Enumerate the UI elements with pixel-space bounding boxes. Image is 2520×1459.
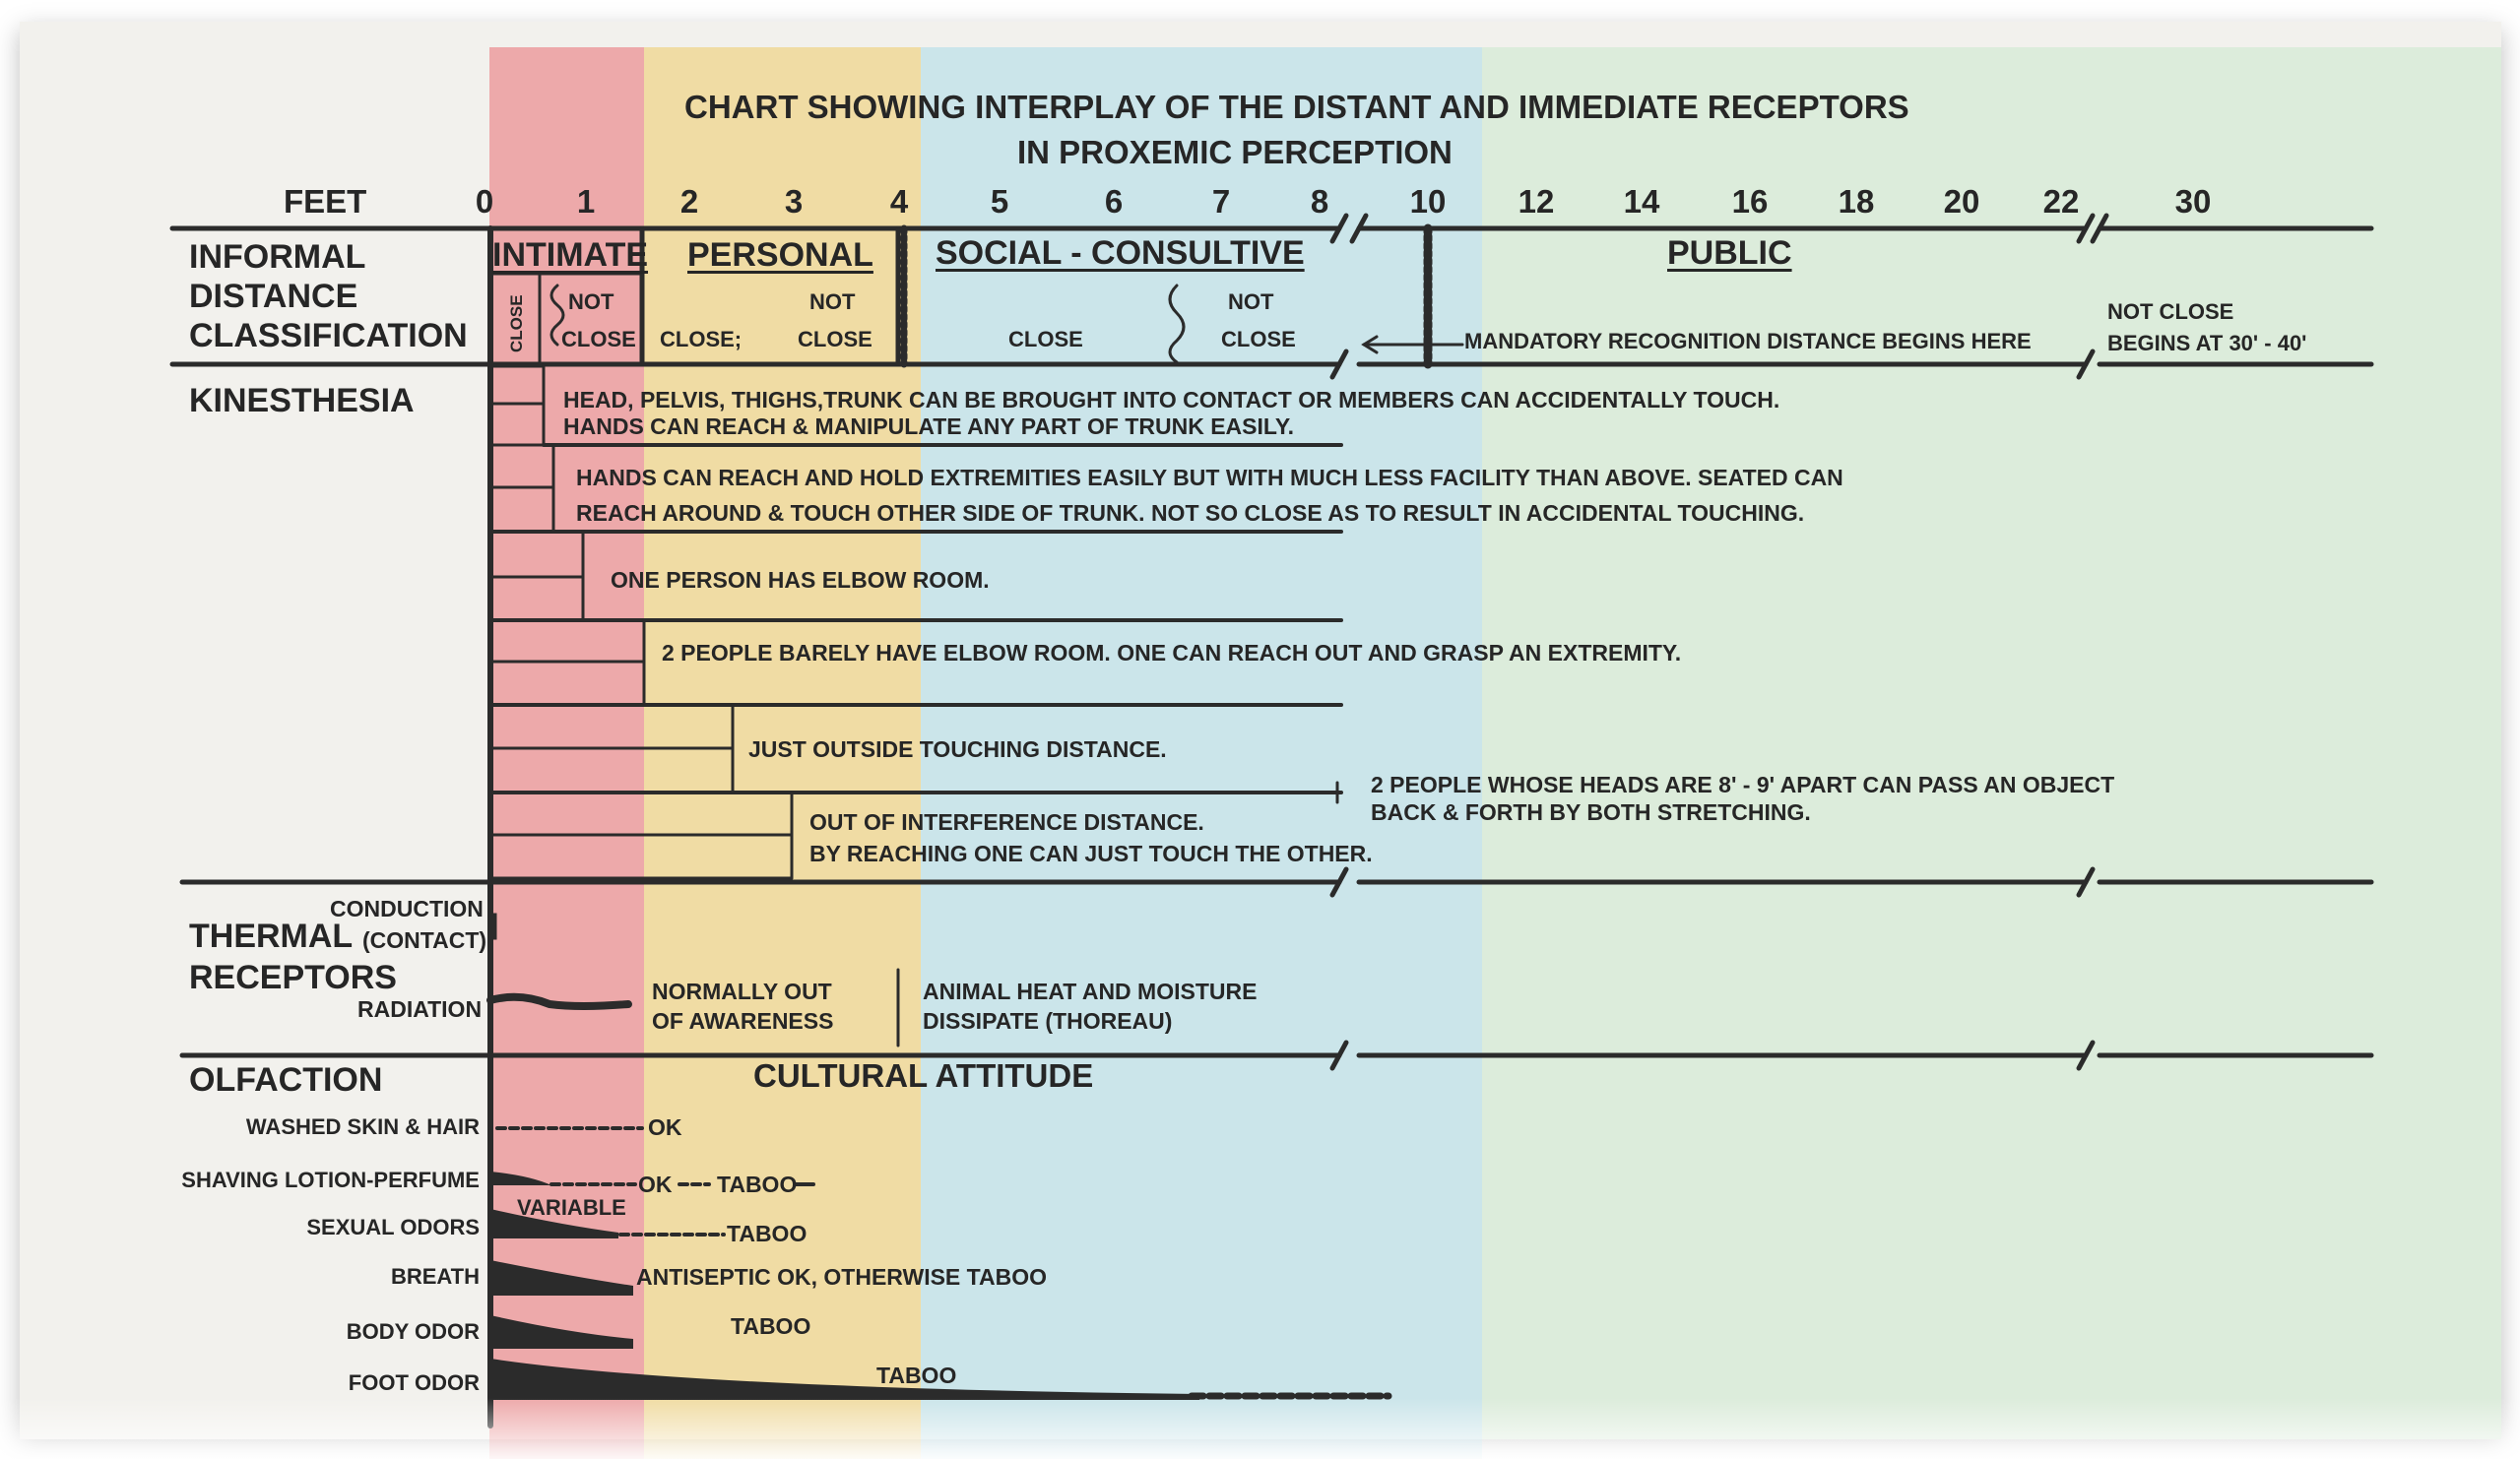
personal-close-label: CLOSE;: [660, 327, 743, 351]
social-close-label: CLOSE: [1008, 327, 1083, 351]
tick-0: 0: [475, 183, 494, 220]
tick-4: 4: [889, 183, 909, 220]
feet-label: FEET: [284, 183, 367, 220]
zone-social: SOCIAL - CONSULTIVE: [936, 234, 1305, 272]
chart-title: CHART SHOWING INTERPLAY OF THE DISTANT AND IMMEDIATE RECEPTORS: [684, 89, 1909, 125]
tick-8: 8: [1310, 183, 1329, 220]
tick-30: 30: [2174, 183, 2212, 220]
olfaction-note-sexual: TABOO: [727, 1221, 808, 1246]
contact-label: (CONTACT): [362, 927, 487, 953]
thermal-note-2b: DISSIPATE (THOREAU): [923, 1008, 1173, 1034]
olfaction-label-shaving: SHAVING LOTION-PERFUME: [181, 1168, 480, 1192]
distance-heading-2: DISTANCE: [189, 278, 358, 315]
tick-1: 1: [576, 183, 596, 220]
distance-heading-3: CLASSIFICATION: [189, 317, 468, 354]
personal-not-label: NOT: [809, 289, 856, 314]
cultural-attitude-label: CULTURAL ATTITUDE: [753, 1057, 1094, 1094]
kinesthesia-row-2a: HANDS CAN REACH AND HOLD EXTREMITIES EASILY BUT WITH MUCH LESS FACILITY THAN ABOVE. SEATED CAN: [576, 465, 1843, 490]
kinesthesia-far-note-1: 2 PEOPLE WHOSE HEADS ARE 8' - 9' APART CAN PASS AN OBJECT: [1371, 772, 2115, 797]
zone-personal: PERSONAL: [687, 236, 873, 274]
intimate-notclose-label: CLOSE: [561, 327, 636, 351]
tick-2: 2: [679, 183, 699, 220]
olfaction-label-sexual: SEXUAL ODORS: [306, 1215, 480, 1239]
public-note-1: NOT CLOSE: [2107, 299, 2234, 324]
olfaction-label-body: BODY ODOR: [346, 1319, 480, 1344]
chart-subtitle: IN PROXEMIC PERCEPTION: [1017, 134, 1453, 170]
kinesthesia-heading: KINESTHESIA: [189, 382, 415, 419]
thermal-note-1a: NORMALLY OUT: [652, 979, 832, 1004]
olfaction-label-washed: WASHED SKIN & HAIR: [245, 1114, 480, 1139]
kinesthesia-far-note-2: BACK & FORTH BY BOTH STRETCHING.: [1371, 799, 1811, 825]
intimate-close-label: CLOSE: [507, 294, 526, 352]
distance-heading-1: INFORMAL: [189, 238, 366, 276]
olfaction-note-foot: TABOO: [876, 1363, 957, 1388]
social-not-label: NOT: [1228, 289, 1274, 314]
kinesthesia-row-6b: BY REACHING ONE CAN JUST TOUCH THE OTHER.: [809, 841, 1373, 866]
conduction-label: CONDUCTION: [330, 896, 484, 921]
personal-notclose-label: CLOSE: [798, 327, 872, 351]
kinesthesia-row-1a: HEAD, PELVIS, THIGHS,TRUNK CAN BE BROUGHT INTO CONTACT OR MEMBERS CAN ACCIDENTALLY TOUCH.: [563, 387, 1780, 412]
tick-5: 5: [990, 183, 1009, 220]
tick-18: 18: [1838, 183, 1875, 220]
kinesthesia-row-3: ONE PERSON HAS ELBOW ROOM.: [611, 567, 990, 593]
variable-label: VARIABLE: [517, 1195, 626, 1220]
tick-20: 20: [1943, 183, 1980, 220]
kinesthesia-row-4: 2 PEOPLE BARELY HAVE ELBOW ROOM. ONE CAN REACH OUT AND GRASP AN EXTREMITY.: [662, 640, 1682, 666]
bottom-fade: [0, 1398, 2520, 1459]
olfaction-heading: OLFACTION: [189, 1061, 383, 1099]
tick-6: 6: [1104, 183, 1124, 220]
zone-intimate: INTIMATE: [492, 236, 649, 274]
thermal-heading-2: RECEPTORS: [189, 959, 397, 996]
tick-3: 3: [784, 183, 804, 220]
tick-22: 22: [2042, 183, 2080, 220]
tick-12: 12: [1518, 183, 1555, 220]
thermal-heading-1: THERMAL: [189, 918, 354, 955]
tick-16: 16: [1731, 183, 1769, 220]
olfaction-note-shaving-ok: OK: [638, 1172, 673, 1197]
tick-7: 7: [1211, 183, 1231, 220]
thermal-note-2a: ANIMAL HEAT AND MOISTURE: [923, 979, 1258, 1004]
social-notclose-label: CLOSE: [1221, 327, 1296, 351]
thermal-note-1b: OF AWARENESS: [652, 1008, 834, 1034]
olfaction-note-body: TABOO: [731, 1313, 811, 1339]
mandatory-recognition-note: MANDATORY RECOGNITION DISTANCE BEGINS HERE: [1464, 329, 2032, 353]
radiation-label: RADIATION: [357, 996, 483, 1022]
tick-10: 10: [1409, 183, 1447, 220]
tick-14: 14: [1623, 183, 1660, 220]
olfaction-note-shaving-taboo: TABOO: [717, 1172, 798, 1197]
zone-public: PUBLIC: [1667, 234, 1792, 272]
public-note-2: BEGINS AT 30' - 40': [2107, 331, 2307, 355]
olfaction-label-breath: BREATH: [390, 1264, 480, 1289]
kinesthesia-row-5: JUST OUTSIDE TOUCHING DISTANCE.: [748, 736, 1167, 762]
olfaction-note-breath: ANTISEPTIC OK, OTHERWISE TABOO: [636, 1264, 1047, 1290]
olfaction-note-washed: OK: [648, 1114, 682, 1140]
olfaction-label-foot: FOOT ODOR: [348, 1370, 480, 1395]
kinesthesia-row-1b: HANDS CAN REACH & MANIPULATE ANY PART OF TRUNK EASILY.: [563, 413, 1294, 439]
kinesthesia-row-6a: OUT OF INTERFERENCE DISTANCE.: [809, 809, 1204, 835]
intimate-not-label: NOT: [568, 289, 614, 314]
kinesthesia-row-2b: REACH AROUND & TOUCH OTHER SIDE OF TRUNK. NOT SO CLOSE AS TO RESULT IN ACCIDENTAL TOUCHING.: [576, 500, 1805, 526]
